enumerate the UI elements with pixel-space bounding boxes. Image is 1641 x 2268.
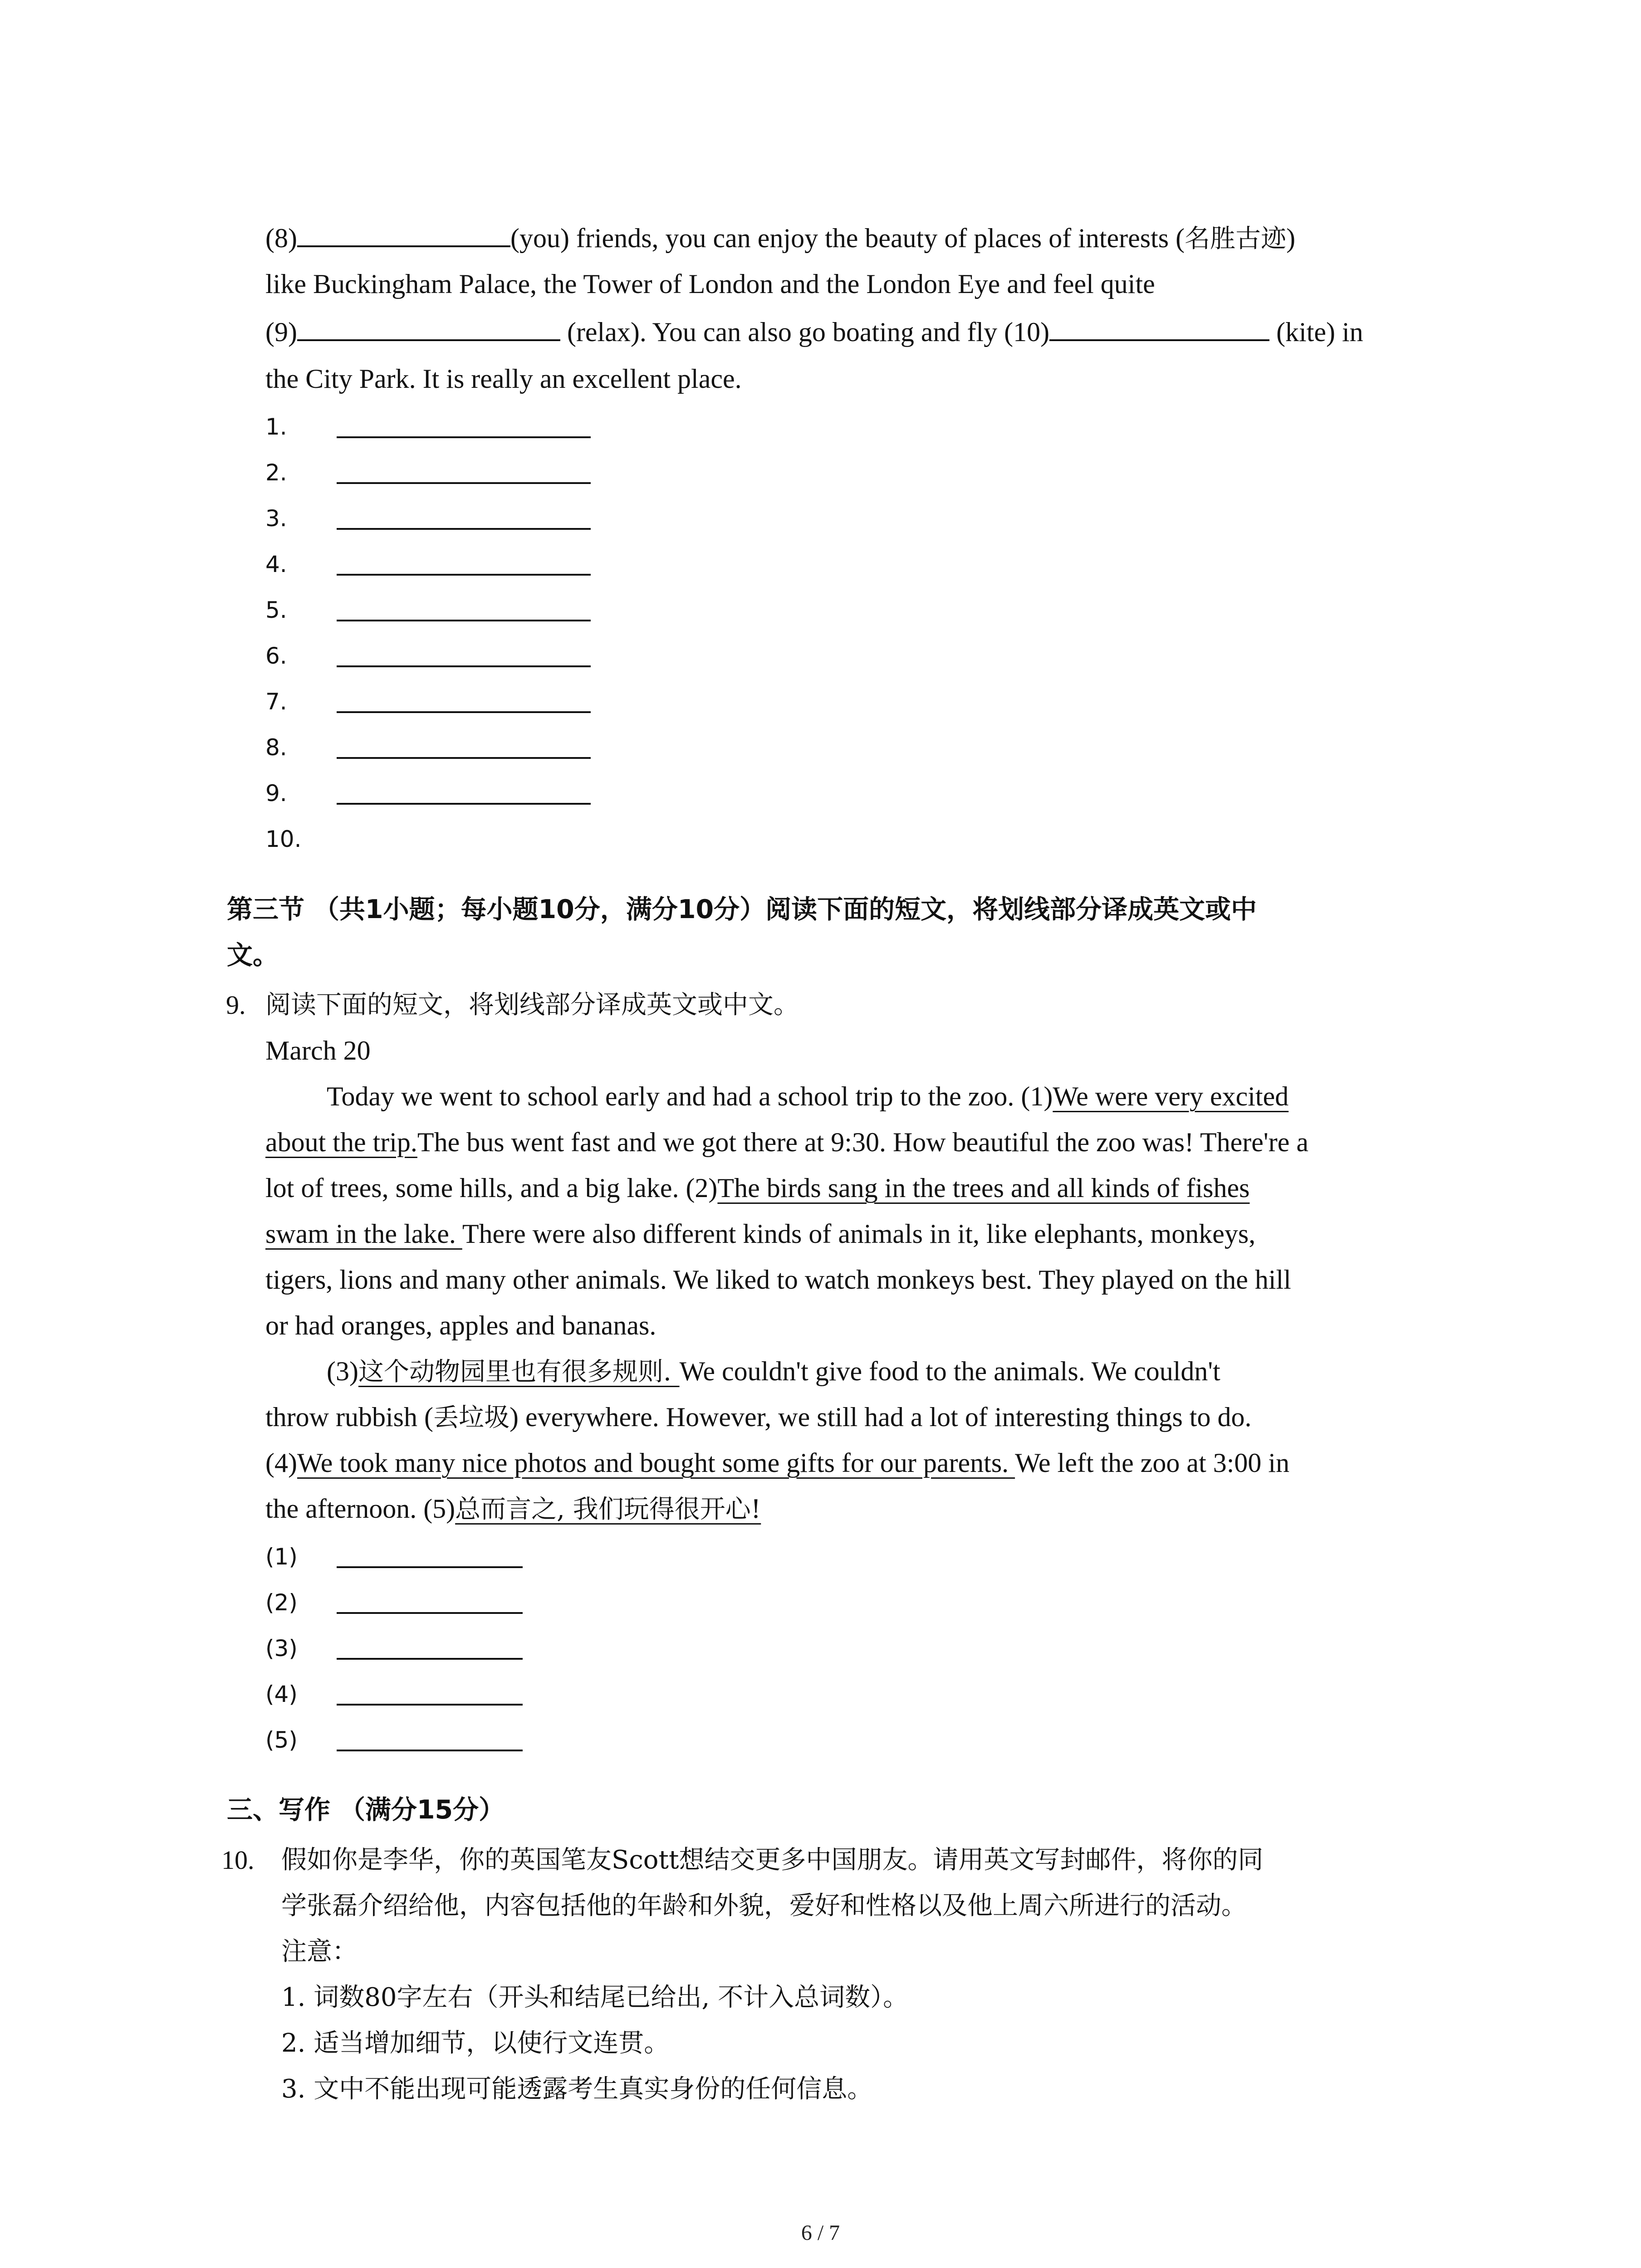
answer-blank[interactable] (337, 711, 591, 713)
underlined-part-4: We took many nice photos and bought some gifts for our parents. (297, 1448, 1015, 1478)
answer-number: (2) (265, 1589, 298, 1616)
underlined-part-1: about the trip. (265, 1127, 417, 1157)
q10-note-3: 3. 文中不能出现可能透露考生真实身份的任何信息。 (281, 2074, 873, 2104)
q9-line-5: tigers, lions and many other animals. We liked to watch monkeys best. They played on the hill (265, 1265, 1291, 1295)
q10-note-label: 注意： (281, 1937, 358, 1966)
blank-9-hint: (relax). You can also go boating and fly (10) (560, 317, 1050, 347)
text-span: throw rubbish ( (265, 1402, 433, 1432)
answer-blank[interactable] (337, 528, 591, 530)
question-prompt: 阅读下面的短文，将划线部分译成英文或中文。 (265, 990, 799, 1020)
answer-row (265, 1625, 810, 1671)
blank-10[interactable] (1049, 317, 1269, 341)
blank-8-hint: (you) friends, you can enjoy the beauty of places of interests ( (510, 223, 1185, 253)
answer-blank[interactable] (337, 1704, 523, 1706)
blank-9[interactable] (297, 317, 560, 341)
answer-row (265, 404, 810, 450)
answer-row (265, 679, 810, 724)
blank-8-number: (8) (265, 223, 297, 253)
q10-note-2: 2. 适当增加细节，以使行文连贯。 (281, 2028, 670, 2058)
answer-number: 2. (265, 459, 287, 486)
cn-gloss-rubbish: 丢垃圾 (433, 1403, 509, 1432)
underlined-part-2: swam in the lake. (265, 1219, 462, 1249)
passage-line-4: the City Park. It is really an excellent place. (265, 364, 742, 394)
q9-line-7 (327, 1349, 1520, 1395)
passage-line-3 (265, 309, 1459, 355)
q9-line-6: or had oranges, apples and bananas. (265, 1310, 656, 1340)
answer-number: (1) (265, 1544, 298, 1570)
answer-row (265, 724, 810, 770)
text-span: We left the zoo at 3:00 in (1015, 1448, 1290, 1478)
underlined-part-1: We were very excited (1053, 1081, 1289, 1111)
answer-number: (5) (265, 1727, 298, 1753)
text-span: The bus went fast and we got there at 9:30. How beautiful the zoo was! There're a (417, 1127, 1308, 1157)
answer-number: 7. (265, 689, 287, 715)
answer-row (265, 633, 810, 679)
answer-row (265, 495, 810, 541)
text-span: (4) (265, 1448, 297, 1478)
text-span: There were also different kinds of animals in it, like elephants, monkeys, (462, 1219, 1256, 1249)
cn-gloss-places: 名胜古迹 (1185, 224, 1287, 254)
answer-number: 8. (265, 734, 287, 761)
blank-10-hint: (kite) in (1269, 317, 1363, 347)
answer-blank[interactable] (337, 482, 591, 484)
answer-number: 3. (265, 505, 287, 532)
answer-blank[interactable] (337, 436, 591, 438)
text-span: We couldn't give food to the animals. We couldn't (679, 1356, 1220, 1386)
answer-blank[interactable] (337, 1750, 523, 1751)
answer-row (265, 541, 810, 587)
passage-line-1 (265, 215, 1459, 262)
answer-number: 4. (265, 551, 287, 577)
underlined-part-5: 总而言之, 我们玩得很开心! (455, 1495, 761, 1524)
question-number: 10. (221, 1845, 255, 1875)
answer-row (265, 1717, 810, 1763)
text-span: Today we went to school early and had a school trip to the zoo. (1) (327, 1081, 1053, 1111)
section-heading-cont: 文。 (227, 940, 279, 970)
answer-blank[interactable] (337, 1658, 523, 1660)
answer-blank[interactable] (337, 574, 591, 576)
q9-line-2 (265, 1119, 1459, 1165)
answer-blank[interactable] (337, 1566, 523, 1568)
q10-line-1: 假如你是李华，你的英国笔友Scott想结交更多中国朋友。请用英文写封邮件，将你的同 (281, 1845, 1264, 1875)
answer-row (265, 1671, 810, 1717)
section-heading: 第三节 （共1小题；每小题10分，满分10分）阅读下面的短文，将划线部分译成英文或中 (227, 894, 1257, 924)
text-span: the afternoon. (5) (265, 1494, 456, 1524)
answer-number: (4) (265, 1681, 298, 1707)
text-span: (3) (327, 1356, 358, 1386)
blank-9-number: (9) (265, 317, 297, 347)
text-span: ) everywhere. However, we still had a lot of interesting things to do. (509, 1402, 1252, 1432)
text-span: lot of trees, some hills, and a big lake. (2) (265, 1173, 718, 1203)
answer-number: 9. (265, 780, 287, 807)
q9-line-10 (265, 1486, 1459, 1532)
answer-row (265, 770, 810, 816)
answer-blank[interactable] (337, 1612, 523, 1614)
writing-section-heading: 三、写作 （满分15分） (227, 1795, 505, 1825)
answer-number: 1. (265, 414, 287, 440)
answer-blank[interactable] (337, 757, 591, 759)
answer-row (265, 1534, 810, 1579)
blank-8[interactable] (297, 223, 510, 247)
underlined-part-3: 这个动物园里也有很多规则. (358, 1357, 680, 1387)
q9-line-8 (265, 1394, 1459, 1441)
q9-line-1 (327, 1074, 1520, 1119)
answer-number: (3) (265, 1635, 298, 1662)
answer-number: 10. (265, 826, 302, 852)
answer-row (265, 1579, 810, 1625)
answer-blank[interactable] (337, 665, 591, 667)
answer-number: 6. (265, 643, 287, 669)
q9-line-9 (265, 1440, 1459, 1486)
q9-line-4 (265, 1211, 1459, 1257)
question-number: 9. (226, 990, 246, 1020)
answer-blank[interactable] (337, 803, 591, 805)
passage-line-2: like Buckingham Palace, the Tower of London and the London Eye and feel quite (265, 269, 1155, 299)
answer-row (265, 587, 810, 633)
answer-row (265, 450, 810, 495)
answer-row (265, 816, 810, 862)
q10-line-2: 学张磊介绍给他，内容包括他的年龄和外貌，爱好和性格以及他上周六所进行的活动。 (281, 1891, 1247, 1921)
page-number: 6 / 7 (801, 2221, 840, 2245)
answer-blank[interactable] (337, 620, 591, 621)
underlined-part-2: The birds sang in the trees and all kinds of fishes (717, 1173, 1250, 1203)
q9-line-3 (265, 1165, 1459, 1211)
answer-number: 5. (265, 597, 287, 623)
paren-close: ) (1286, 223, 1296, 253)
q10-note-1: 1. 词数80字左右（开头和结尾已给出, 不计入总词数）。 (281, 1983, 909, 2012)
diary-date: March 20 (265, 1036, 371, 1066)
